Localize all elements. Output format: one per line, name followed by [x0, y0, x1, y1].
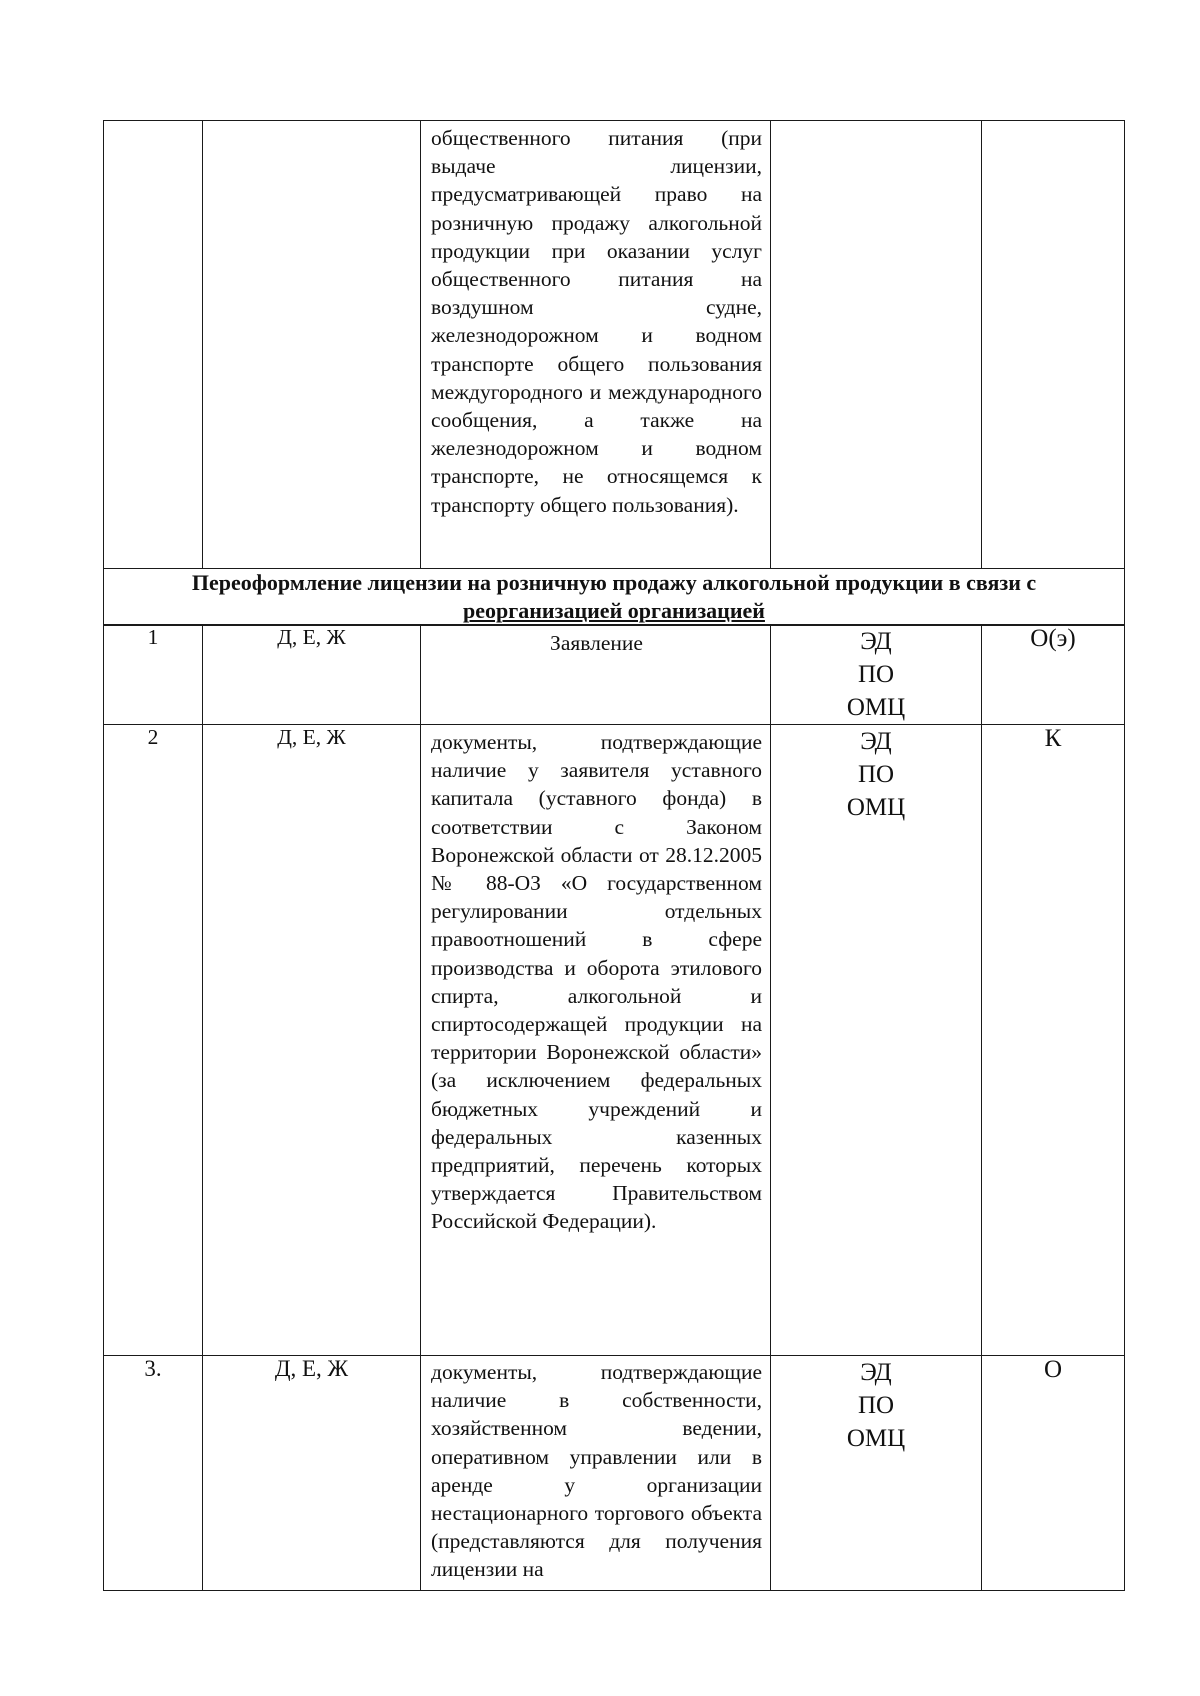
row-codes: [771, 725, 982, 1356]
row-document: [421, 1356, 771, 1591]
table-row: [104, 1356, 1125, 1591]
row-document: [421, 625, 771, 725]
code-po: ПО: [857, 661, 895, 688]
table-row: [104, 625, 1125, 725]
row-form: К: [982, 725, 1125, 1356]
row-categories: Д, Е, Ж: [203, 625, 421, 725]
row-document: [421, 725, 771, 1356]
cell-form: [982, 121, 1125, 569]
row-categories: Д, Е, Ж: [203, 1356, 421, 1591]
cell-categories: [203, 121, 421, 569]
code-omc: ОМЦ: [846, 694, 906, 721]
row-document-text: документы, подтверждающие наличие в собственности, хозяйственном ведении, оперативном управлении или в аренде у организации нестационарного торгового объекта (представляются для получения лицензии на: [431, 1360, 762, 1582]
row-codes: [771, 625, 982, 725]
row-number: 2: [104, 725, 203, 1356]
row-number: 3.: [104, 1356, 203, 1591]
requirements-table: [103, 624, 1125, 1591]
cell-codes: [771, 121, 982, 569]
cell-number: [104, 121, 203, 569]
code-po: ПО: [857, 761, 895, 788]
code-ed: ЭД: [860, 728, 892, 755]
continuation-text: общественного питания (при выдаче лицензии, предусматривающей право на розничную продажу алкогольной продукции при оказании услуг общественного питания на воздушном судне, железнодорожном и водном транспорте общего пользования междугородного и международного сообщения, а также на железнодорожном и водном транспорте, не относящемся к транспорту общего пользования).: [431, 126, 762, 517]
section-header: [104, 569, 1125, 626]
section-title-line1: Переоформление лицензии на розничную продажу алкогольной продукции в связи с: [191, 570, 1037, 595]
code-ed: ЭД: [860, 628, 892, 655]
section-title-line2: реорганизацией организацией: [463, 598, 765, 623]
continuation-table: [103, 120, 1125, 626]
row-document-text: Заявление: [550, 631, 643, 655]
code-omc: ОМЦ: [846, 1425, 906, 1452]
row-number: 1: [104, 625, 203, 725]
code-omc: ОМЦ: [846, 794, 906, 821]
row-form: О(э): [982, 625, 1125, 725]
cell-document: [421, 121, 771, 569]
code-ed: ЭД: [860, 1359, 892, 1386]
row-document-text: документы, подтверждающие наличие у заявителя уставного капитала (уставного фонда) в соответствии с Законом Воронежской области от 28.12.2005 № 88-ОЗ «О государственном регулировании отдельных правоотношений в сфере производства и оборота этилового спирта, алкогольной и спиртосодержащей продукции на территории Воронежской области» (за исключением федеральных бюджетных учреждений и федеральных казенных предприятий, перечень которых утверждается Правительством Российской Федерации).: [431, 730, 762, 1234]
continuation-row: [104, 121, 1125, 569]
table-row: [104, 725, 1125, 1356]
code-po: ПО: [857, 1392, 895, 1419]
row-categories: Д, Е, Ж: [203, 725, 421, 1356]
row-codes: [771, 1356, 982, 1591]
row-form: О: [982, 1356, 1125, 1591]
